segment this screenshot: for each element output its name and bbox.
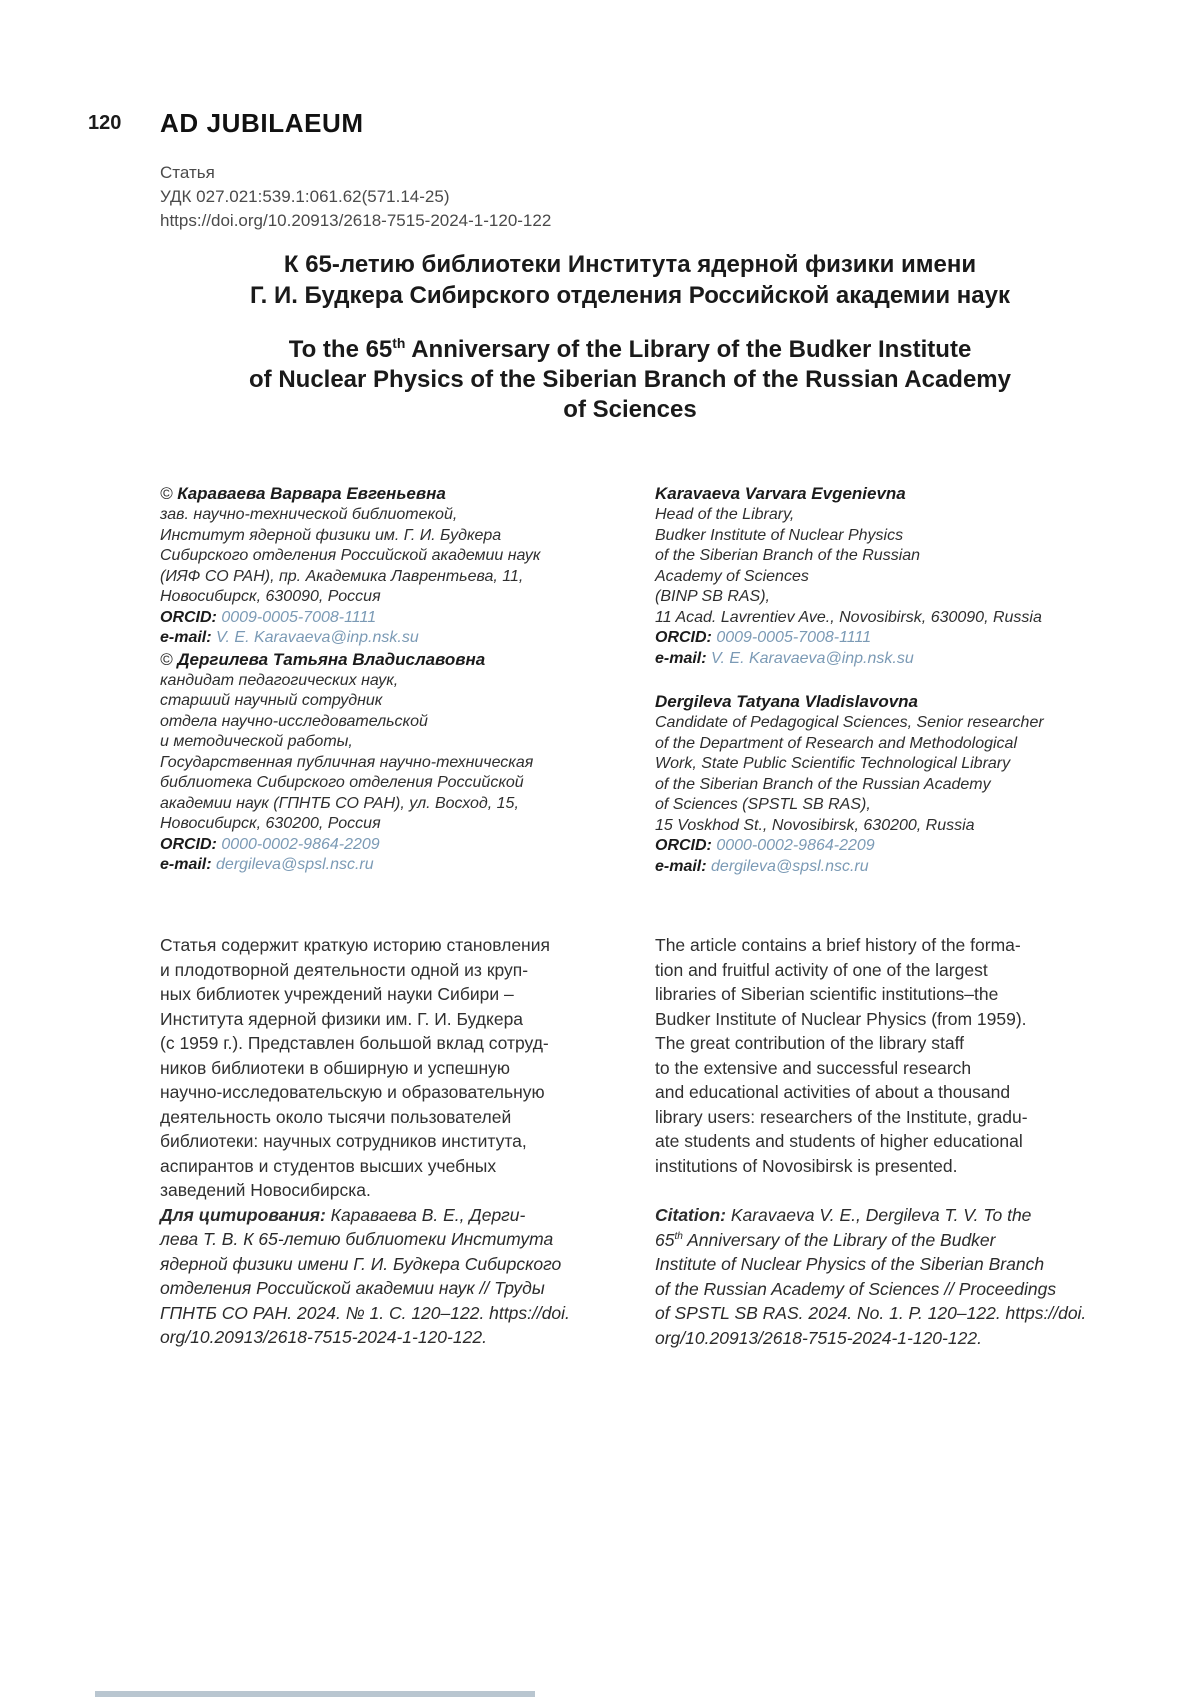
citation-ru: Для цитирования: Караваева В. Е., Дерги- лева Т. В. К 65-летию библиотеки Института ядерной физики имени Г. И. Будкера Сибирского отделения Российской академии наук // Труды ГПНТБ СО РАН. 2024. № 1. С. 120–122. https://doi. org/10.20913/2618-7515-2024-1-120-122. [160,1204,570,1347]
orcid-link[interactable]: 0009-0005-7008-1111 [221,608,377,626]
orcid-link[interactable]: 0009-0005-7008-1111 [716,629,872,646]
email-link[interactable]: dergileva@spsl.nsc.ru [216,856,374,873]
doi-url: https://doi.org/10.20913/2618-7515-2024-1-120-122 [160,211,552,230]
title-en-rest: of Nuclear Physics of the Siberian Branch of the Russian Academy of Sciences [249,366,1011,423]
email-line: e-mail: dergileva@spsl.nsc.ru [160,856,374,873]
citation-label: Для цитирования: [160,1204,331,1225]
orcid-link[interactable]: 0000-0002-9864-2209 [221,835,380,853]
article-type: Статья [160,163,215,182]
orcid-line: ORCID: 0009-0005-7008-1111 [160,608,377,626]
citation-label: Citation: [655,1205,731,1225]
copyright-sign: © [160,649,178,669]
email-line: e-mail: V. E. Karavaeva@inp.nsk.su [160,629,419,646]
author-affiliation: кандидат педагогических наук, старший научный сотрудник отдела научно-исследовательской и методической работы, Государственная публичная научно-техническая библиотека Сибирского отделения Российской академии наук (ГПНТБ СО РАН), ул. Восход, 15, Новосибирск, 630200, Россия [160,671,534,832]
authors-en [655,483,1100,933]
author-affiliation: зав. научно-технической библиотекой, Институт ядерной физики им. Г. И. Будкера Сибирского отделения Российской академии наук (ИЯФ СО РАН), пр. Академика Лаврентьева, 11, Новосибирск, 630090, Россия [160,506,541,605]
author-affiliation: Candidate of Pedagogical Sciences, Senior researcher of the Department of Research and Methodological Work, State Public Scientific Technological Library of the Siberian Branch of the Russian Academy of Sciences (SPSTL SB RAS), 15 Voskhod St., Novosibirsk, 630200, Russia [655,714,1044,834]
abstract-ru-cell [160,933,605,1350]
author-en-2 [655,691,1100,877]
author-name: © Дергилева Татьяна Владиславовна [160,649,486,669]
email-link[interactable]: dergileva@spsl.nsc.ru [711,857,869,875]
abstract-en-cell [655,933,1100,1350]
orcid-line: ORCID: 0009-0005-7008-1111 [655,629,872,646]
article-title-en [160,335,1100,425]
email-link[interactable]: V. E. Karavaeva@inp.nsk.su [216,629,419,646]
article-meta [160,161,1100,233]
section-header: AD JUBILAEUM [160,108,364,138]
udc-code: УДК 027.021:539.1:061.62(571.14-25) [160,187,450,206]
orcid-link[interactable]: 0000-0002-9864-2209 [716,837,875,854]
author-ru-1 [160,483,605,649]
orcid-line: ORCID: 0000-0002-9864-2209 [160,835,380,853]
author-affiliation: Head of the Library, Budker Institute of Nuclear Physics of the Siberian Branch of the Russian Academy of Sciences (BINP SB RAS), 11 Acad. Lavrentiev Ave., Novosibirsk, 630090, Russia [655,506,1042,626]
ordinal-superscript: th [392,335,406,351]
article-title-ru: К 65-летию библиотеки Института ядерной физики имени Г. И. Будкера Сибирского отделения Российской академии наук [250,251,1010,309]
citation-en: Citation: Karavaeva V. E., Dergileva T. V. To the 65th Anniversary of the Library of the Budker Institute of Nuclear Physics of the Siberian Branch of the Russian Academy of Sciences // Proceedings of SPSTL SB RAS. 2024. No. 1. P. 120–122. https://doi. org/10.20913/2618-7515-2024-1-120-122. [655,1205,1087,1348]
author-name: Dergileva Tatyana Vladislavovna [655,692,918,711]
email-link[interactable]: V. E. Karavaeva@inp.nsk.su [711,649,914,667]
authors-ru [160,483,605,933]
orcid-line: ORCID: 0000-0002-9864-2209 [655,837,875,854]
two-column-layout [160,483,1100,1350]
page-edge-strip [95,1691,535,1697]
author-name: Karavaeva Varvara Evgenievna [655,484,906,503]
email-line: e-mail: V. E. Karavaeva@inp.nsk.su [655,649,914,667]
author-name: © Караваева Варвара Евгеньевна [160,484,446,503]
author-en-1 [655,483,1100,669]
page-content [160,0,1100,1350]
author-ru-2 [160,649,605,876]
abstract-ru: Статья содержит краткую историю становления и плодотворной деятельности одной из круп- ных библиотек учреждений науки Сибири – Института ядерной физики им. Г. И. Будкера (с 1959 г.). Представлен большой вклад сотруд- ников библиотеки в обширную и успешную научно-исследовательскую и образовательную деятельность около тысячи пользователей библиотеки: научных сотрудников института, аспирантов и студентов высших учебных заведений Новосибирска. [160,935,550,1200]
page-number: 120 [88,112,122,134]
ordinal-superscript: th [674,1230,683,1242]
email-line: e-mail: dergileva@spsl.nsc.ru [655,857,869,875]
abstract-en: The article contains a brief history of the forma- tion and fruitful activity of one of the largest libraries of Siberian scientific institutions–the Budker Institute of Nuclear Physics (from 1959). The great contribution of the library staff to the extensive and successful research and educational activities of about a thousand library users: researchers of the Institute, gradu- ate students and students of higher educational institutions of Novosibirsk is presented. [655,935,1028,1176]
copyright-sign: © [160,484,178,503]
title-en-line1: To the 65th Anniversary of the Library of the Budker Institute [288,335,972,363]
